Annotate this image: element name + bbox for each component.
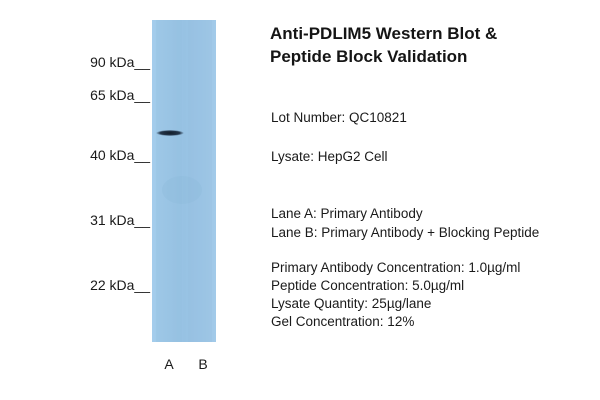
lane-label-b: B (198, 356, 208, 372)
lot-number: Lot Number: QC10821 (271, 110, 407, 125)
western-blot-membrane (152, 20, 216, 342)
lysate-info: Lysate: HepG2 Cell (271, 149, 388, 164)
primary-antibody-concentration: Primary Antibody Concentration: 1.0µg/ml (271, 260, 521, 275)
lane-a-description: Lane A: Primary Antibody (271, 206, 423, 221)
lane-b-description: Lane B: Primary Antibody + Blocking Peptide (271, 225, 540, 240)
lane-label-a: A (164, 356, 174, 372)
marker-31-kda: 31 kDa__ (90, 212, 150, 228)
peptide-concentration: Peptide Concentration: 5.0µg/ml (271, 278, 465, 293)
lysate-quantity: Lysate Quantity: 25µg/lane (271, 296, 432, 311)
title-line-1: Anti-PDLIM5 Western Blot & (270, 24, 498, 43)
marker-65-kda: 65 kDa__ (90, 87, 150, 103)
marker-40-kda: 40 kDa__ (90, 147, 150, 163)
marker-90-kda: 90 kDa__ (90, 54, 150, 70)
marker-22-kda: 22 kDa__ (90, 277, 150, 293)
gel-concentration: Gel Concentration: 12% (271, 314, 415, 329)
page-title (270, 22, 590, 68)
lane-a-band (156, 130, 184, 136)
background-smear (162, 176, 202, 204)
title-line-2: Peptide Block Validation (270, 47, 468, 66)
blot-image (152, 20, 216, 342)
